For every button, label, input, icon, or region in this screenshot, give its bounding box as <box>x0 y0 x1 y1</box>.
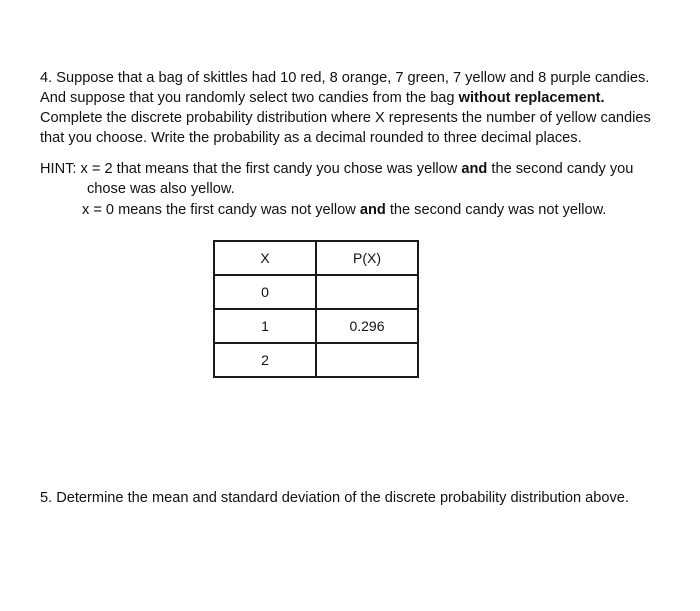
question-4-line-3-text: Complete the discrete probability distribution where X represents the number of yellow candies <box>40 110 651 126</box>
hint-row-2 <box>87 179 235 199</box>
cell-px-2[interactable] <box>316 343 418 377</box>
hint-and-emphasis-2: and <box>359 202 386 218</box>
hint-row-2-text: chose was also yellow. <box>87 181 235 197</box>
question-4-line-4 <box>40 128 651 148</box>
question-5-text: 5. Determine the mean and standard deviation of the discrete probability distribution above. <box>40 490 629 506</box>
question-4-line-4-text: that you choose. Write the probability as a decimal rounded to three decimal places. <box>40 130 582 146</box>
question-4 <box>40 68 651 148</box>
cell-x-2: 2 <box>214 343 316 377</box>
table-row <box>214 275 418 309</box>
question-4-line-2 <box>40 88 651 108</box>
cell-px-1: 0.296 <box>316 309 418 343</box>
hint-row-1-tail: the second candy you <box>487 161 634 177</box>
question-4-line-2-period: . <box>600 90 605 106</box>
cell-x-1: 1 <box>214 309 316 343</box>
question-4-line-1-text: 4. Suppose that a bag of skittles had 10 red, 8 orange, 7 green, 7 yellow and 8 purple candies. <box>40 70 650 86</box>
header-x: X <box>214 241 316 275</box>
without-replacement-emphasis: without replacement <box>458 90 601 106</box>
question-4-line-2-text: And suppose that you randomly select two candies from the bag <box>40 90 459 106</box>
question-4-line-3 <box>40 108 651 128</box>
cell-x-0: 0 <box>214 275 316 309</box>
table-header-row <box>214 241 418 275</box>
table-row <box>214 309 418 343</box>
hint-row-1 <box>40 159 633 179</box>
probability-distribution-table <box>213 240 419 378</box>
hint-row-3 <box>82 200 606 220</box>
question-5 <box>40 488 629 508</box>
question-4-line-1 <box>40 68 651 88</box>
header-px: P(X) <box>316 241 418 275</box>
cell-px-0[interactable] <box>316 275 418 309</box>
hint-row-3-tail: the second candy was not yellow. <box>385 202 607 218</box>
hint-row-1-text: HINT: x = 2 that means that the first candy you chose was yellow <box>40 161 462 177</box>
hint-and-emphasis-1: and <box>461 161 488 177</box>
hint-row-3-text: x = 0 means the first candy was not yellow <box>82 202 360 218</box>
table-row <box>214 343 418 377</box>
